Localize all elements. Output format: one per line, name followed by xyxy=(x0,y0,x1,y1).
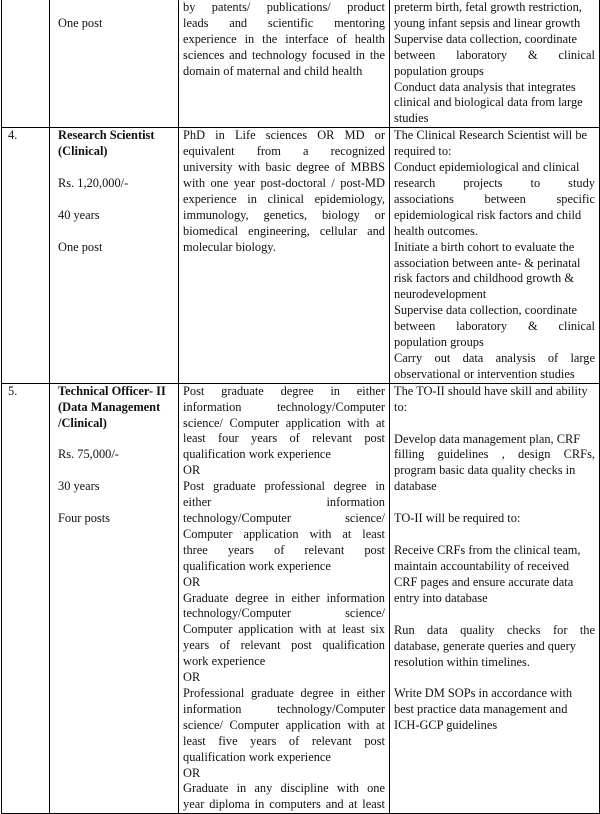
duty-line: resolution within timelines. xyxy=(394,654,530,669)
qualification-line: Computer application with at least xyxy=(183,526,385,541)
duty-line: TO-II will be required to: xyxy=(394,511,521,526)
duty-line: population groups xyxy=(394,335,484,350)
qualification-line: experience in the interface of health xyxy=(183,31,385,46)
duties-cell xyxy=(390,0,600,128)
duty-line: to: xyxy=(394,399,408,414)
qualification-line: information technology/Computer xyxy=(183,701,385,716)
qualification-line: Graduate degree in either information xyxy=(183,590,385,605)
qualification-line: immunology, genetics, biology or xyxy=(183,207,385,222)
duty-line: health outcomes. xyxy=(394,223,478,238)
duty-line: program basic data quality checks in xyxy=(394,463,576,478)
qualification-line: science/ Computer application with at xyxy=(183,717,385,732)
post-title: /Clinical) xyxy=(58,415,107,430)
qualification-line: science/ Computer application with at xyxy=(183,415,385,430)
post-count: One post xyxy=(58,239,103,254)
post-title: (Clinical) xyxy=(58,144,108,159)
duty-line: Supervise data collection, coordinate xyxy=(394,303,578,318)
qualification-cell xyxy=(179,0,390,128)
qualification-line: qualification work experience xyxy=(183,447,331,462)
duty-line: filling guidelines , design CRFs, xyxy=(394,447,595,462)
qualification-line: three years of relevant post xyxy=(183,542,385,557)
duty-line: Supervise data collection, coordinate xyxy=(394,31,578,46)
qualification-line: work experience xyxy=(183,654,266,669)
duty-line: preterm birth, fetal growth restriction, xyxy=(394,0,582,14)
qualification-line: year diploma in computers and at least xyxy=(183,797,385,812)
qualification-line: least four years of relevant post xyxy=(183,431,385,446)
duty-line: risk factors and childhood growth & xyxy=(394,271,574,286)
qualification-line: with one year post-doctoral / post-MD xyxy=(183,175,385,190)
post-details xyxy=(50,128,179,384)
duty-line: associations between specific xyxy=(394,191,595,206)
qualification-line: qualification work experience xyxy=(183,749,331,764)
duty-line: Receive CRFs from the clinical team, xyxy=(394,543,581,558)
qualification-line: information technology/Computer xyxy=(183,399,385,414)
qualification-line: PhD in Life sciences OR MD or xyxy=(183,128,385,143)
qualification-line: sciences and technology focused in the xyxy=(183,47,385,62)
duty-line: population groups xyxy=(394,63,484,78)
duty-line: database xyxy=(394,479,437,494)
qualification-line: Post graduate degree in either xyxy=(183,383,385,398)
duty-line: Initiate a birth cohort to evaluate the xyxy=(394,239,575,254)
duty-line: Run data quality checks for the xyxy=(394,622,595,637)
duties-cell xyxy=(390,383,600,813)
qualification-cell xyxy=(179,383,390,813)
duty-line: clinical and biological data from large xyxy=(394,95,583,110)
duty-line: Conduct epidemiological and clinical xyxy=(394,160,580,175)
qualification-line: equivalent from a recognized xyxy=(183,144,385,159)
qualification-line: Graduate in any discipline with one xyxy=(183,781,385,796)
qualification-line: biomedical engineering, cellular and xyxy=(183,223,385,238)
qualification-line: OR xyxy=(183,463,201,478)
table-row xyxy=(2,383,600,813)
qualification-cell xyxy=(179,128,390,384)
duty-line: entry into database xyxy=(394,590,488,605)
duty-line: association between ante- & perinatal xyxy=(394,255,581,270)
duty-line: ICH-GCP guidelines xyxy=(394,718,498,733)
post-details xyxy=(50,383,179,813)
post-age-limit: 30 years xyxy=(58,479,100,494)
qualification-line: university with basic degree of MBBS xyxy=(183,160,385,175)
qualification-line: least five years of relevant post xyxy=(183,733,385,748)
serial-number: 5. xyxy=(2,383,50,813)
duty-line: CRF pages and ensure accurate data xyxy=(394,574,574,589)
duty-line: epidemiological risk factors and child xyxy=(394,207,582,222)
duty-line: Write DM SOPs in accordance with xyxy=(394,686,573,701)
post-count: One post xyxy=(58,16,103,30)
qualification-line: experience in clinical epidemiology, xyxy=(183,191,385,206)
qualification-line: OR xyxy=(183,765,201,780)
duty-line: between laboratory & clinical xyxy=(394,319,595,334)
table-row xyxy=(2,128,600,384)
duty-line: Develop data management plan, CRF xyxy=(394,431,581,446)
qualification-line: Computer application with at least six xyxy=(183,622,385,637)
qualification-line: qualification work experience xyxy=(183,558,331,573)
qualification-line: technology/Computer science/ xyxy=(183,511,385,525)
post-count: Four posts xyxy=(58,511,110,526)
duties-cell xyxy=(390,128,600,384)
duty-line: young infant sepsis and linear growth xyxy=(394,15,581,30)
qualification-line: technology/Computer science/ xyxy=(183,606,385,621)
qualification-line: years of relevant post qualification xyxy=(183,638,385,653)
post-details xyxy=(50,0,179,128)
duty-line: Conduct data analysis that integrates xyxy=(394,79,576,94)
duty-line: database, generate queries and query xyxy=(394,638,576,653)
duty-line: maintain accountability of received xyxy=(394,559,570,573)
duty-line: studies xyxy=(394,111,429,126)
qualification-line: leads and scientific mentoring xyxy=(183,15,385,30)
duty-line: Carry out data analysis of large xyxy=(394,350,595,365)
qualification-line: either information xyxy=(183,495,385,510)
post-title: Research Scientist xyxy=(58,128,155,143)
qualification-line: molecular biology. xyxy=(183,239,276,254)
post-salary: Rs. 75,000/- xyxy=(58,447,119,462)
duty-line: between laboratory & clinical xyxy=(394,47,595,62)
post-title: (Data Management xyxy=(58,399,161,414)
qualification-line: Professional graduate degree in either xyxy=(183,685,385,700)
duty-line: required to: xyxy=(394,144,452,159)
post-title: Technical Officer- II xyxy=(58,383,166,398)
post-salary: Rs. 1,20,000/- xyxy=(58,176,129,191)
qualification-line: domain of maternal and child health xyxy=(183,63,363,78)
duty-line: The Clinical Research Scientist will be xyxy=(394,128,588,143)
duty-line: research projects to study xyxy=(394,175,595,190)
qualification-line: OR xyxy=(183,670,201,685)
duty-line: best practice data management and xyxy=(394,702,568,717)
qualification-line: by patents/ publications/ product xyxy=(183,0,385,14)
duty-line: observational or intervention studies xyxy=(394,366,575,381)
duty-line: The TO-II should have skill and ability xyxy=(394,383,588,398)
duty-line: neurodevelopment xyxy=(394,287,487,302)
qualification-line: OR xyxy=(183,574,201,589)
serial-number xyxy=(2,0,50,128)
serial-number: 4. xyxy=(2,128,50,384)
recruitment-table xyxy=(1,0,600,814)
qualification-line: Post graduate professional degree in xyxy=(183,479,385,494)
post-age-limit: 40 years xyxy=(58,207,100,222)
table-row xyxy=(2,0,600,128)
